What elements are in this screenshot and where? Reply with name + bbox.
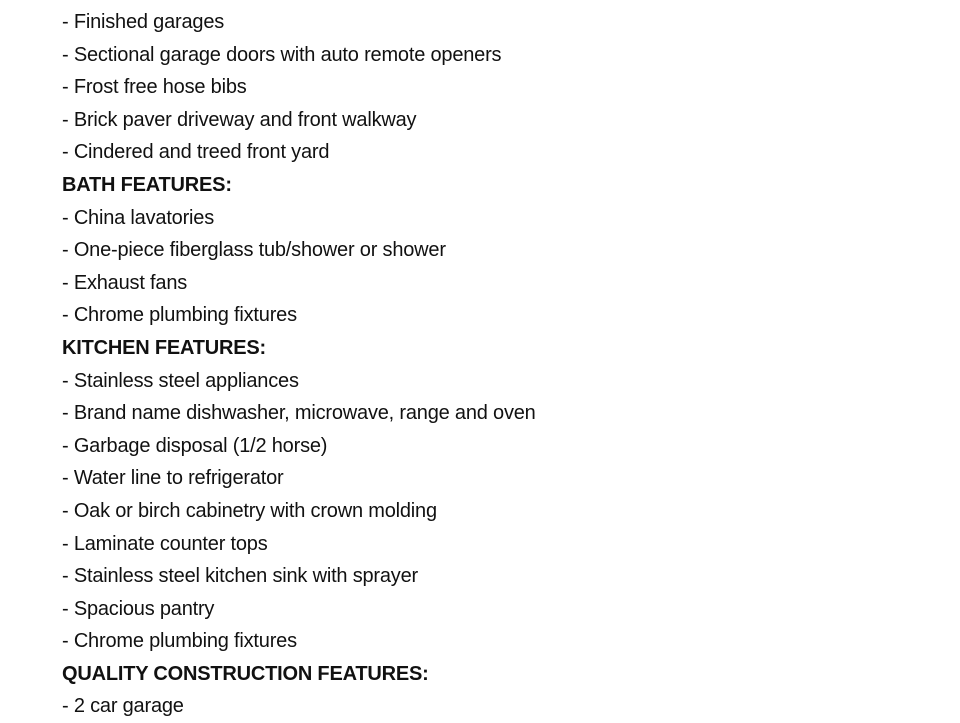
- list-item: - Spacious pantry: [62, 597, 215, 620]
- list-item: - Laminate counter tops: [62, 532, 268, 555]
- list-item: - Finished garages: [62, 11, 225, 33]
- list-item: - Garbage disposal (1/2 horse): [62, 434, 328, 457]
- section-heading-bath: BATH FEATURES:: [62, 173, 232, 196]
- list-item: - One-piece fiberglass tub/shower or shower: [62, 239, 446, 262]
- list-item: - Cindered and treed front yard: [62, 141, 330, 164]
- feature-list-document: [62, 6, 942, 723]
- list-item: - Chrome plumbing fixtures: [62, 304, 297, 327]
- list-item: - 2 car garage: [62, 695, 184, 718]
- list-item: - Water line to refrigerator: [62, 467, 284, 490]
- list-item: - Chrome plumbing fixtures: [62, 630, 297, 653]
- list-item: - Brand name dishwasher, microwave, range and oven: [62, 402, 536, 425]
- list-item: - Stainless steel appliances: [62, 369, 299, 392]
- section-heading-quality-construction: QUALITY CONSTRUCTION FEATURES:: [62, 662, 429, 685]
- section-heading-kitchen: KITCHEN FEATURES:: [62, 336, 267, 359]
- list-item: - China lavatories: [62, 206, 215, 229]
- list-item: - Exhaust fans: [62, 271, 188, 294]
- list-item: - Sectional garage doors with auto remote openers: [62, 43, 502, 66]
- list-item: - Oak or birch cabinetry with crown molding: [62, 499, 437, 522]
- list-item: - Brick paver driveway and front walkway: [62, 108, 417, 131]
- list-item: - Frost free hose bibs: [62, 76, 247, 99]
- list-item: - Stainless steel kitchen sink with sprayer: [62, 565, 418, 588]
